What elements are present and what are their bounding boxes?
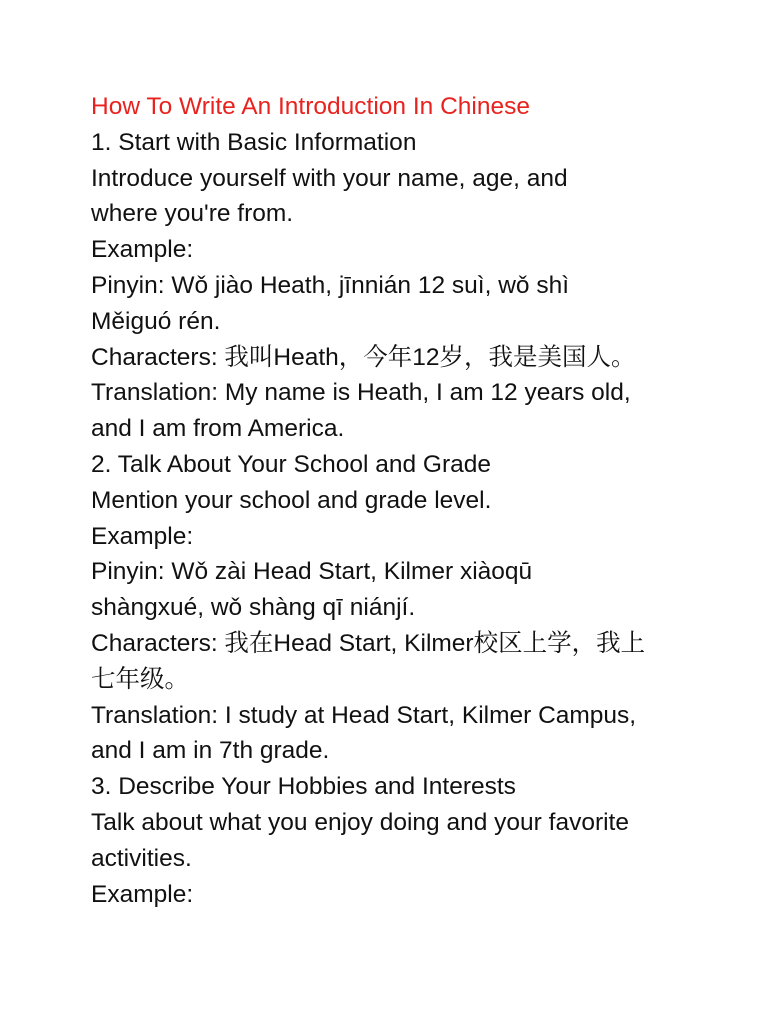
characters-line: 七年级。 [91, 665, 189, 693]
document-page [91, 89, 691, 912]
document-title: How To Write An Introduction In Chinese [91, 93, 530, 120]
characters-line: Characters: 我叫Heath，今年12岁，我是美国人。 [91, 343, 636, 371]
section-2-text: Mention your school and grade level. [91, 486, 492, 514]
pinyin-line: shàngxué, wǒ shàng qī niánjí. [91, 594, 416, 622]
translation-line: and I am in 7th grade. [91, 737, 330, 765]
pinyin-line: Měiguó rén. [91, 307, 221, 335]
section-3-heading: 3. Describe Your Hobbies and Interests [91, 773, 516, 801]
example-label: Example: [91, 880, 194, 908]
example-label: Example: [91, 236, 194, 264]
section-1-text: where you're from. [91, 200, 294, 228]
pinyin-line: Pinyin: Wǒ jiào Heath, jīnnián 12 suì, wǒ shì [91, 271, 570, 299]
section-3-text: activities. [91, 844, 192, 872]
translation-line: Translation: I study at Head Start, Kilmer Campus, [91, 701, 637, 729]
example-label: Example: [91, 522, 194, 550]
section-3-text: Talk about what you enjoy doing and your favorite [91, 808, 629, 836]
section-1-text: Introduce yourself with your name, age, and [91, 164, 568, 192]
section-2-heading: 2. Talk About Your School and Grade [91, 450, 492, 478]
pinyin-line: Pinyin: Wǒ zài Head Start, Kilmer xiàoqū [91, 558, 533, 586]
section-1-heading: 1. Start with Basic Information [91, 128, 417, 156]
translation-line: and I am from America. [91, 415, 345, 443]
characters-line: Characters: 我在Head Start, Kilmer校区上学，我上 [91, 629, 646, 657]
translation-line: Translation: My name is Heath, I am 12 years old, [91, 379, 631, 407]
